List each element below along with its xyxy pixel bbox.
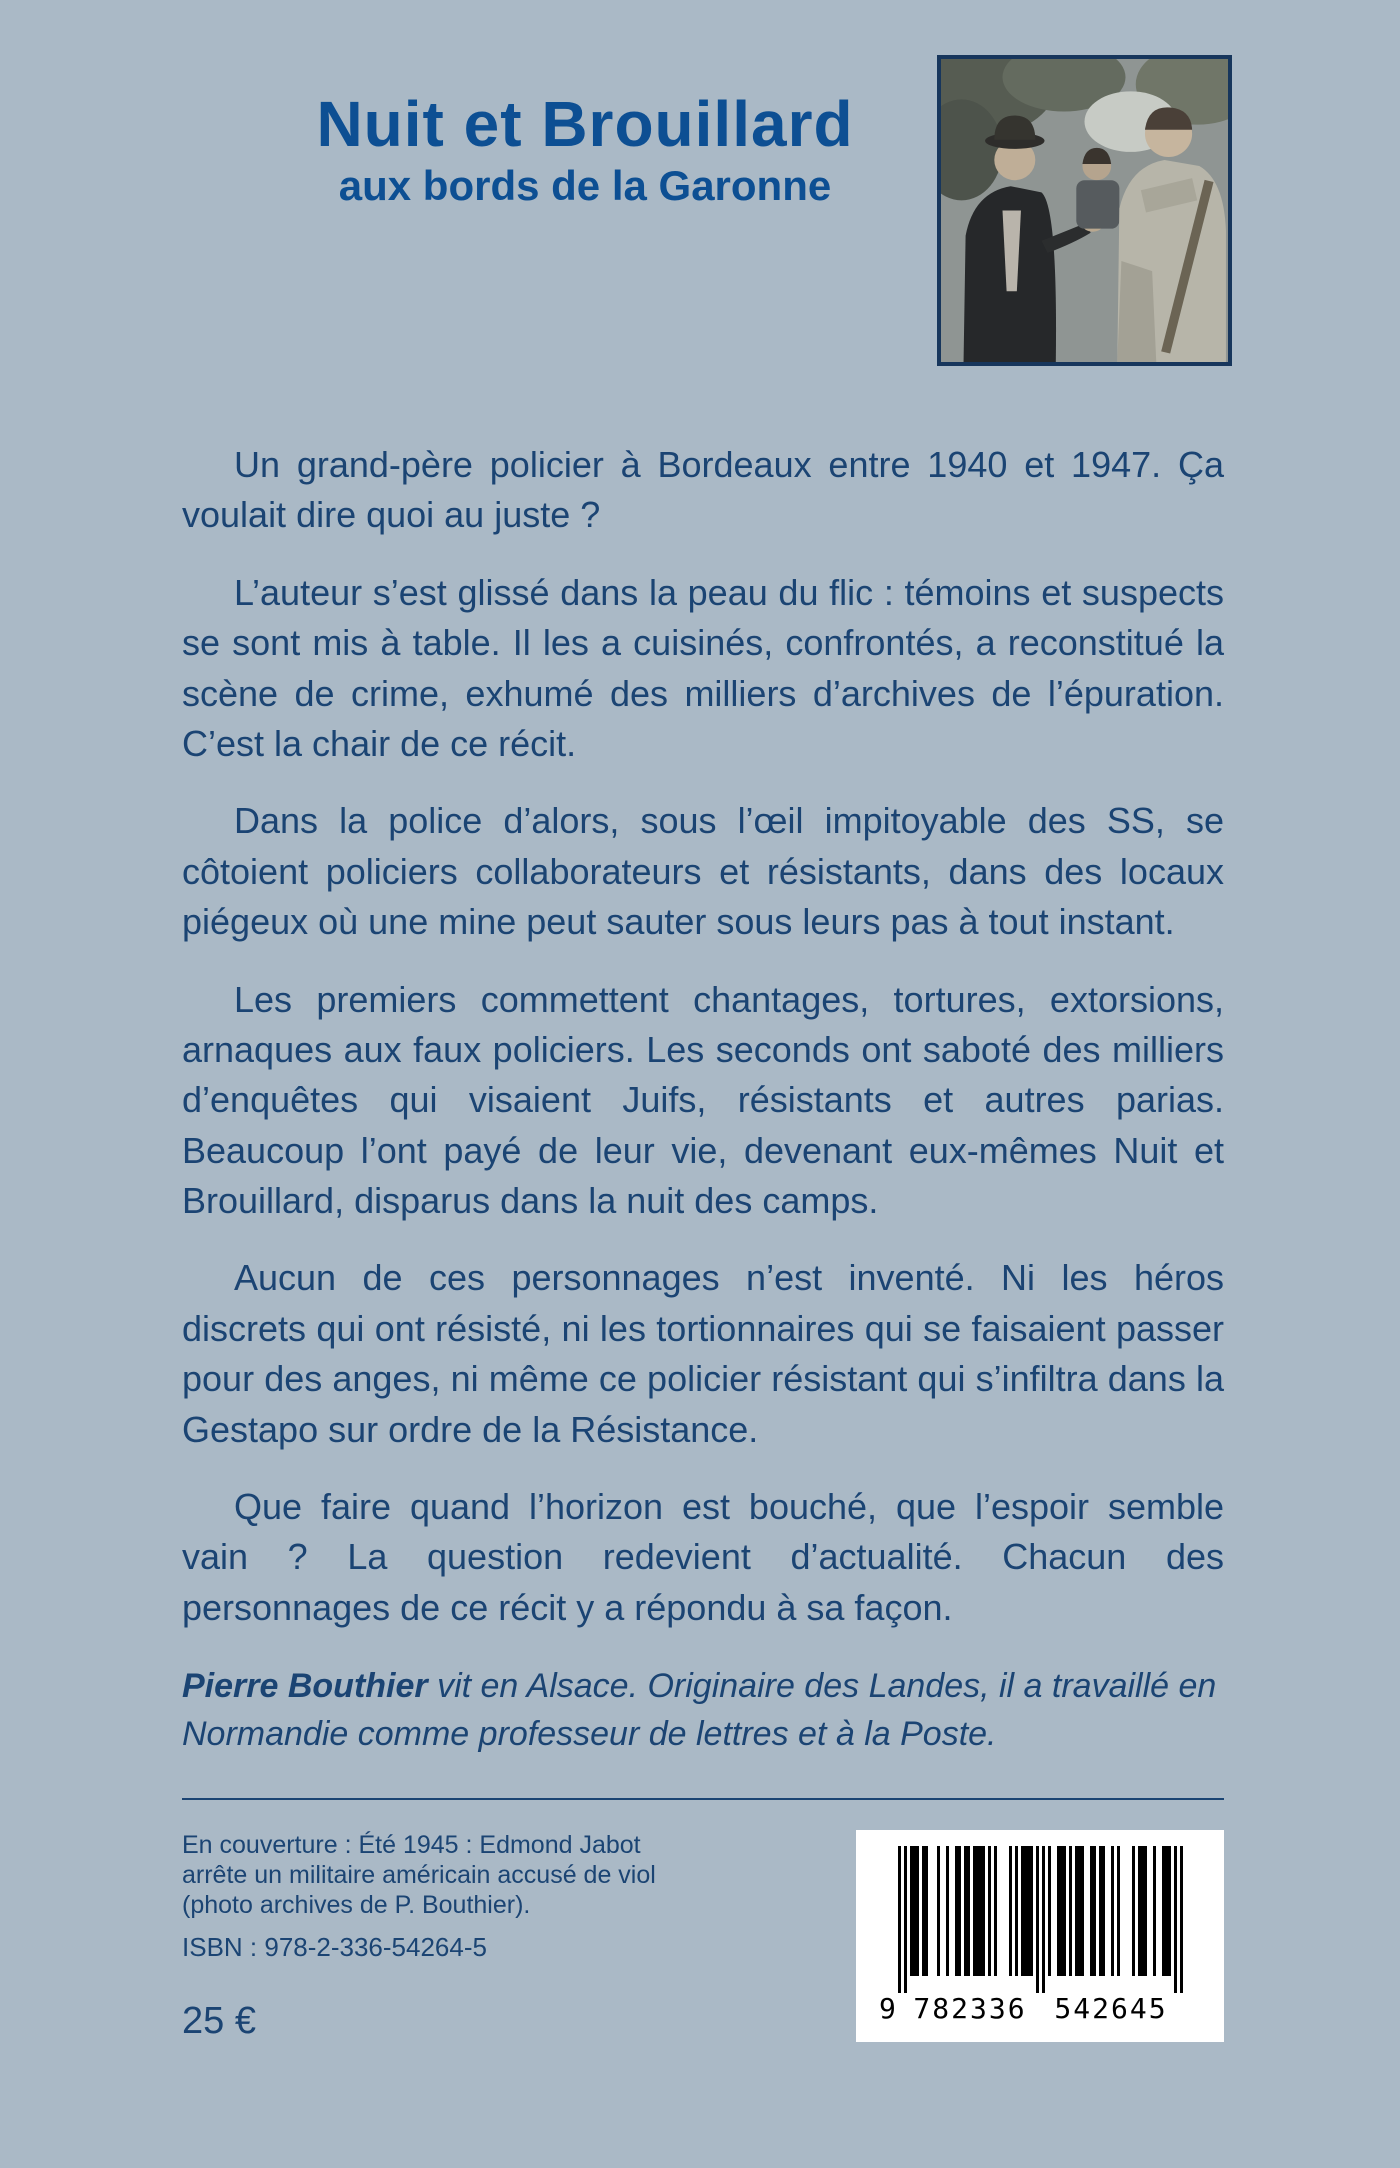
author-bio (182, 1662, 1224, 1759)
cover-photo-caption (182, 1830, 742, 1920)
barcode-left-digit: 9 (878, 1992, 898, 2024)
author-name: Pierre Bouthier (182, 1667, 428, 1705)
cover-caption-line-1: En couverture : Été 1945 : Edmond Jabot (182, 1831, 641, 1859)
cover-caption-line-2: arrête un militaire américain accusé de viol (182, 1861, 656, 1889)
barcode-group1-digits: 782336 (912, 1992, 1027, 2024)
barcode-group2-digits: 542645 (1053, 1992, 1168, 2024)
price-label: 25 € (182, 2000, 256, 2042)
synopsis-paragraph-5: Aucun de ces personnages n’est inventé. Ni les héros discrets qui ont résisté, ni les tortionnaires qui se faisaient passer pour des anges, ni même ce policier résistant qui s’infiltra dans la Gestapo sur ordre de la Résistance. (182, 1257, 1224, 1450)
synopsis-paragraph-6: Que faire quand l’horizon est bouché, que l’espoir semble vain ? La question redevient d’actualité. Chacun des personnages de ce récit y a répondu à sa façon. (182, 1486, 1224, 1628)
synopsis-paragraph-4: Les premiers commettent chantages, tortures, extorsions, arnaques aux faux policiers. Les seconds ont saboté des milliers d’enquêtes qui visaient Juifs, résistants et autres parias. Beaucoup l’ont payé de leur vie, devenant eux-mêmes Nuit et Brouillard, disparus dans la nuit des camps. (182, 978, 1224, 1222)
synopsis (182, 440, 1224, 1660)
author-bio-text: vit en Alsace. Originaire des Landes, il a travaillé en Normandie comme professeur de lettres et à la Poste. (182, 1667, 1217, 1754)
book-subtitle: aux bords de la Garonne (338, 162, 832, 210)
synopsis-paragraph-1: Un grand-père policier à Bordeaux entre 1940 et 1947. Ça voulait dire quoi au juste ? (182, 444, 1224, 536)
footer-divider (182, 1798, 1224, 1800)
barcode-panel (856, 1830, 1224, 2042)
cover-photo (941, 59, 1228, 362)
header (230, 90, 940, 209)
synopsis-paragraph-3: Dans la police d’alors, sous l’œil impitoyable des SS, se côtoient policiers collaborateurs et résistants, dans des locaux piégeux où une mine peut sauter sous leurs pas à tout instant. (182, 800, 1224, 943)
cover-photo-frame (937, 55, 1232, 366)
book-title: Nuit et Brouillard (316, 88, 854, 160)
synopsis-paragraph-2: L’auteur s’est glissé dans la peau du flic : témoins et suspects se sont mis à table. Il les a cuisinés, confrontés, a reconstitué la scène de crime, exhumé des milliers d’archives de l’épuration. C’est la chair de ce récit. (182, 571, 1224, 764)
isbn-number: ISBN : 978-2-336-54264-5 (182, 1932, 487, 1962)
ean13-barcode (877, 1846, 1204, 2024)
cover-caption-line-3: (photo archives de P. Bouthier). (182, 1891, 531, 1919)
